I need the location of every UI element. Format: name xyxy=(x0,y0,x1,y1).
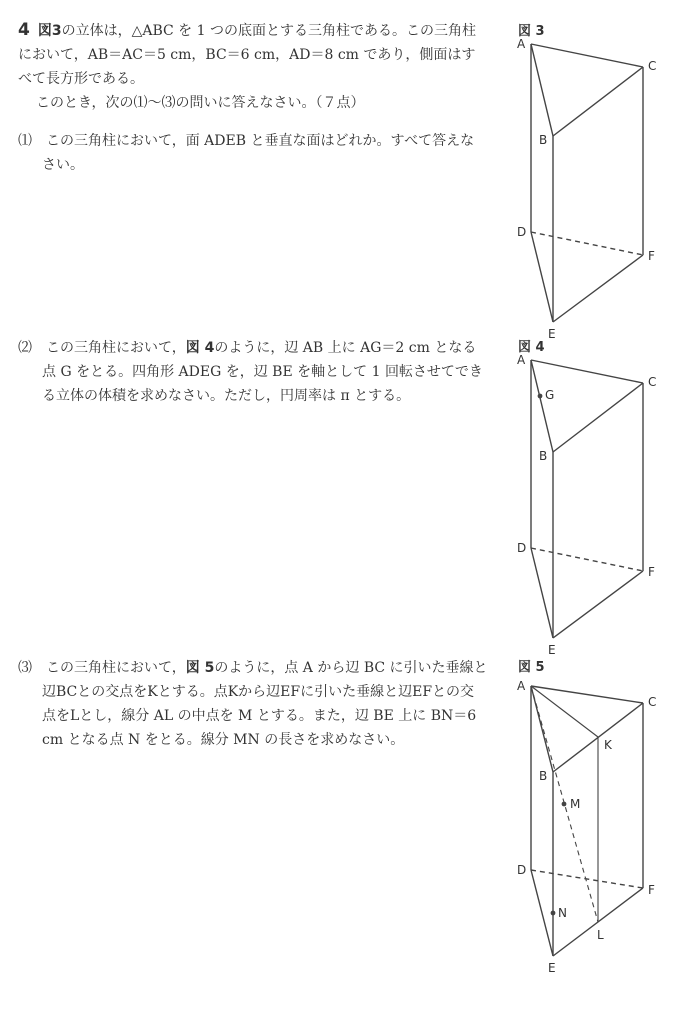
figure-5-prism xyxy=(508,656,678,986)
instruction-text: このとき，次の⑴〜⑶の問いに答えなさい。（７点） xyxy=(36,95,365,111)
label-A: A xyxy=(517,37,526,51)
figure-4-caption: 図 4 xyxy=(518,340,545,355)
label-D: D xyxy=(517,225,527,239)
label-B: B xyxy=(539,769,548,783)
label-L: L xyxy=(597,928,604,942)
figure-5 xyxy=(508,656,678,986)
label-C: C xyxy=(648,695,657,709)
label-M: M xyxy=(570,797,581,811)
label-F: F xyxy=(648,883,655,897)
question-2-text-a: この三角柱において， xyxy=(46,340,186,356)
point-G xyxy=(538,394,543,399)
label-E: E xyxy=(548,643,556,657)
figure-5-caption: 図 5 xyxy=(518,660,545,675)
intro-text: の立体は，△ABC を 1 つの底面とする三角柱である。この三角柱において，AB＝AC＝5 cm，BC＝6 cm，AD＝8 cm であり，側面はすべて長方形である。 xyxy=(18,23,476,87)
question-1 xyxy=(18,129,488,177)
label-D: D xyxy=(517,863,527,877)
figure-3-prism xyxy=(508,20,678,350)
figure-3-caption: 図 3 xyxy=(518,24,545,39)
point-M xyxy=(562,802,567,807)
label-A: A xyxy=(517,679,526,693)
label-B: B xyxy=(539,449,548,463)
question-2-label: ⑵ xyxy=(18,340,32,356)
label-D: D xyxy=(517,541,527,555)
label-G: G xyxy=(545,388,555,402)
problem-intro xyxy=(18,18,488,177)
question-2 xyxy=(18,336,488,408)
question-3-figure-ref: 図 5 xyxy=(185,660,215,676)
figure-4-prism xyxy=(508,336,678,666)
figure-4 xyxy=(508,336,678,666)
question-3-text-a: この三角柱において， xyxy=(46,660,186,676)
question-3-text-b: のように，点 A から辺 BC に引いた垂線と辺BCとの交点をKとする。点Kから辺EFに引いた垂線と辺EFとの交点をLとし，線分 AL の中点を M とする。また，辺 BE 上に BN＝6 cm となる点 N をとる。線分 MN の長さを求めなさい。 xyxy=(42,660,488,748)
question-2-figure-ref: 図 4 xyxy=(185,340,215,356)
question-3-label: ⑶ xyxy=(18,660,32,676)
label-N: N xyxy=(558,906,567,920)
label-C: C xyxy=(648,375,657,389)
question-3 xyxy=(18,656,488,752)
label-A: A xyxy=(517,353,526,367)
label-E: E xyxy=(548,327,556,341)
label-B: B xyxy=(539,133,548,147)
question-1-label: ⑴ xyxy=(18,133,32,149)
label-F: F xyxy=(648,565,655,579)
question-1-text: この三角柱において，面 ADEB と垂直な面はどれか。すべて答えなさい。 xyxy=(42,133,475,173)
label-E: E xyxy=(548,961,556,975)
label-F: F xyxy=(648,249,655,263)
label-C: C xyxy=(648,59,657,73)
point-N xyxy=(551,911,556,916)
problem-number: 4 xyxy=(18,20,30,40)
intro-figure-ref: 図3 xyxy=(37,23,62,39)
question-2-text-b: のように，辺 AB 上に AG＝2 cm となる点 G をとる。四角形 ADEG を，辺 BE を軸として 1 回転させてできる立体の体積を求めなさい。ただし，円周率は π とする。 xyxy=(42,340,483,404)
figure-3 xyxy=(508,20,678,350)
label-K: K xyxy=(604,738,612,752)
